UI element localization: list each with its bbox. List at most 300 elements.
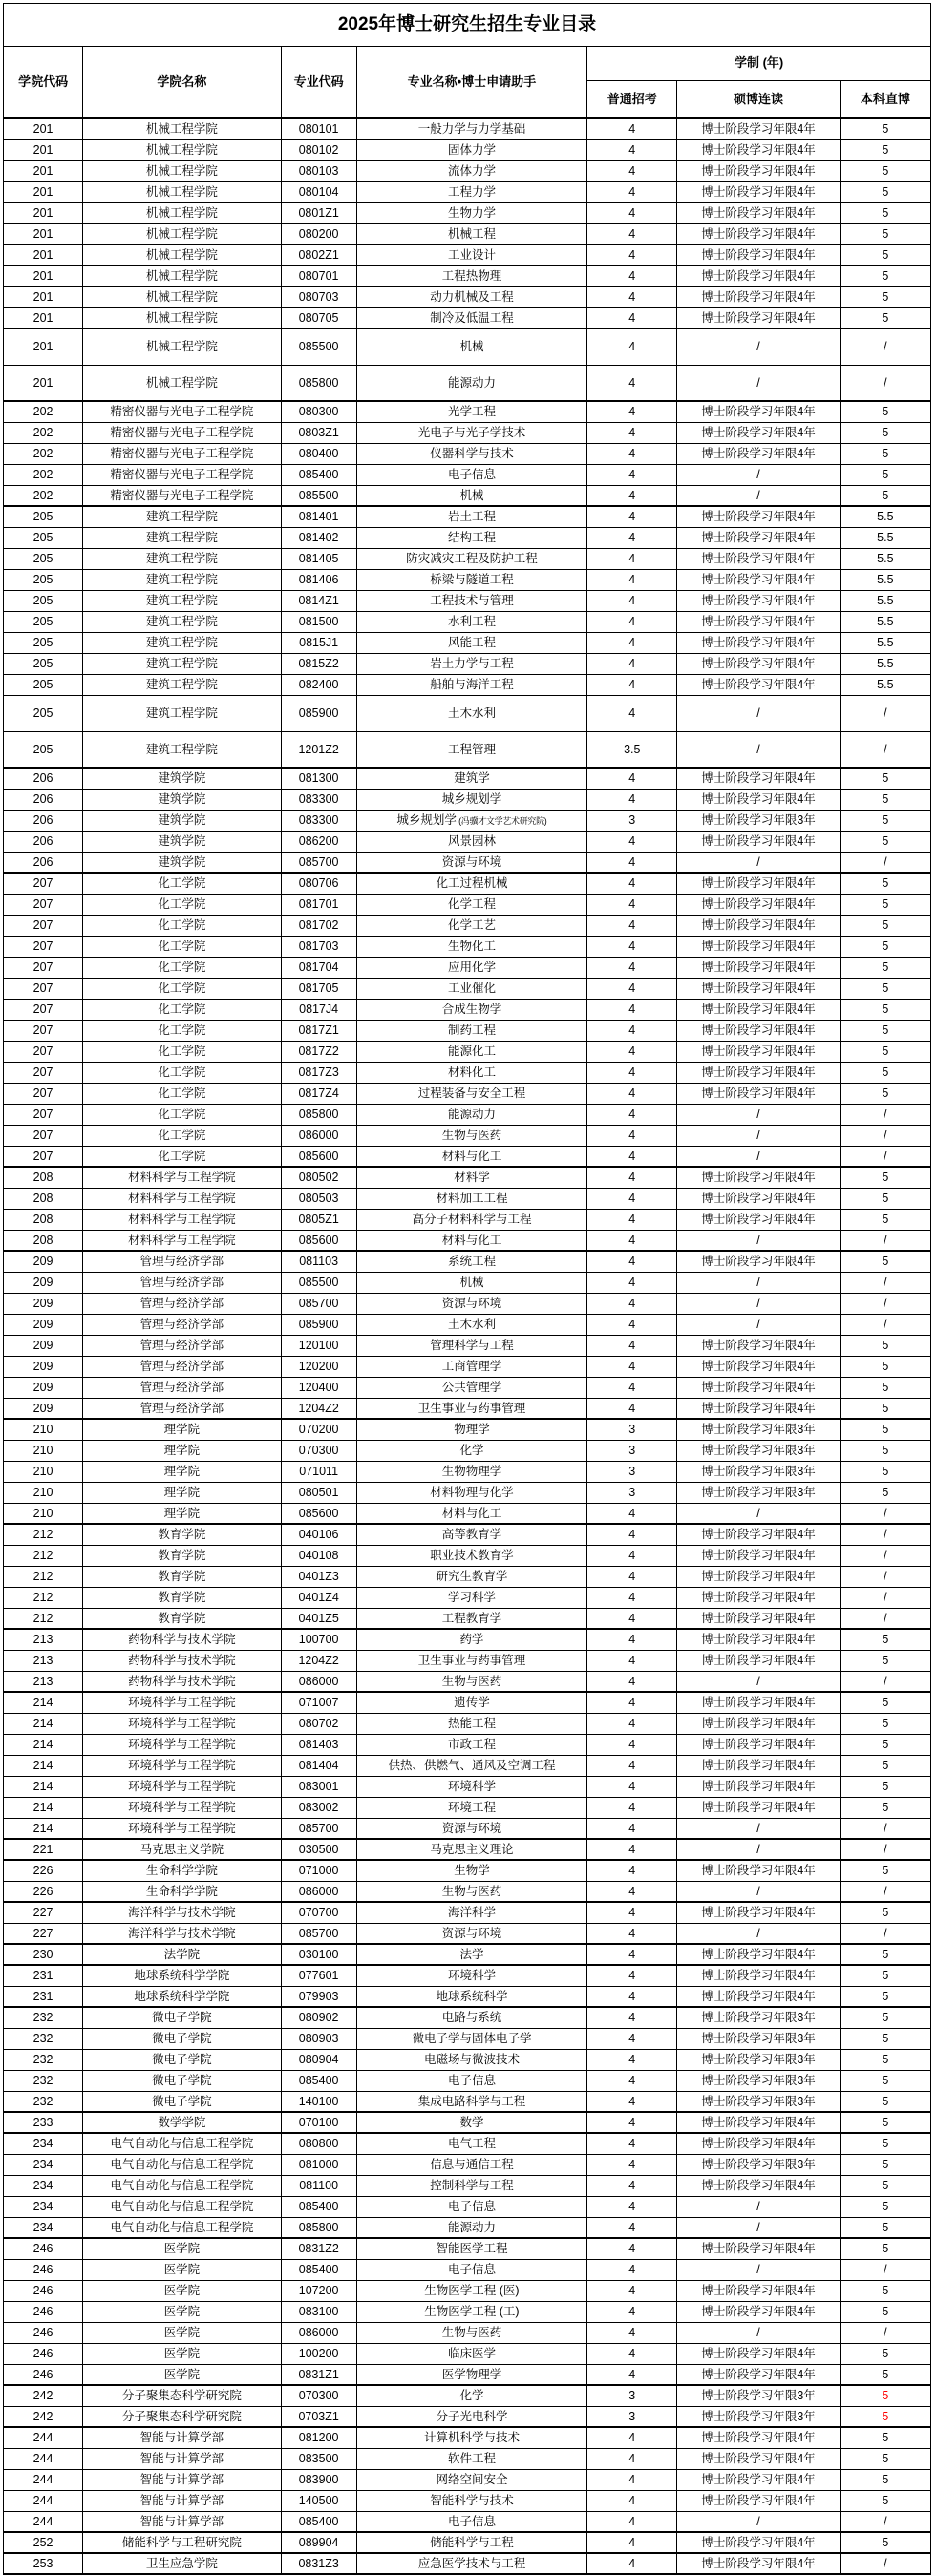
- college-name-cell: 管理与经济学部: [83, 1272, 281, 1293]
- undergrad-direct-cell: /: [840, 1566, 930, 1587]
- undergrad-direct-cell: 5: [840, 873, 930, 894]
- college-code-cell: 227: [4, 1902, 83, 1923]
- major-name-text: 材料与化工: [441, 1506, 502, 1520]
- table-row: [4, 999, 931, 1020]
- undergrad-direct-cell: 5: [840, 1251, 930, 1272]
- major-name-text: 结构工程: [447, 530, 496, 544]
- major-name-text: 化学工艺: [447, 918, 496, 932]
- table-row: [4, 2532, 931, 2553]
- regular-exam-cell: 4: [587, 1902, 677, 1923]
- masters-phd-cell: 博士阶段学习年限3年: [677, 1440, 840, 1461]
- major-code-cell: 085400: [281, 464, 356, 485]
- masters-phd-cell: 博士阶段学习年限4年: [677, 548, 840, 569]
- undergrad-direct-cell: 5: [840, 789, 930, 810]
- major-code-cell: 080502: [281, 1167, 356, 1188]
- college-name-cell: 化工学院: [83, 936, 281, 957]
- masters-phd-cell: 博士阶段学习年限4年: [677, 2427, 840, 2448]
- college-code-cell: 207: [4, 1062, 83, 1083]
- masters-phd-cell: 博士阶段学习年限4年: [677, 768, 840, 789]
- undergrad-direct-cell: 5: [840, 978, 930, 999]
- college-code-cell: 205: [4, 653, 83, 674]
- regular-exam-cell: 4: [587, 2196, 677, 2217]
- major-name-text: 化学工程: [447, 897, 496, 911]
- major-code-cell: 080102: [281, 139, 356, 160]
- major-name-cell: [356, 768, 586, 789]
- undergrad-direct-cell: 5: [840, 307, 930, 328]
- undergrad-direct-cell: 5: [840, 1335, 930, 1356]
- undergrad-direct-cell: /: [840, 328, 930, 365]
- table-row: [4, 1377, 931, 1398]
- table-row: [4, 1503, 931, 1524]
- undergrad-direct-cell: 5: [840, 2427, 930, 2448]
- masters-phd-cell: 博士阶段学习年限3年: [677, 810, 840, 831]
- major-code-cell: 085600: [281, 1503, 356, 1524]
- masters-phd-cell: 博士阶段学习年限4年: [677, 2469, 840, 2490]
- regular-exam-cell: 4: [587, 286, 677, 307]
- undergrad-direct-cell: 5.5: [840, 632, 930, 653]
- regular-exam-cell: 4: [587, 181, 677, 202]
- major-code-cell: 081705: [281, 978, 356, 999]
- table-row: [4, 2553, 931, 2574]
- col-header-college-name: 学院名称: [83, 47, 281, 119]
- regular-exam-cell: 4: [587, 2301, 677, 2322]
- regular-exam-cell: 4: [587, 978, 677, 999]
- undergrad-direct-cell: 5: [840, 422, 930, 443]
- undergrad-direct-cell: 5: [840, 464, 930, 485]
- regular-exam-cell: 4: [587, 1587, 677, 1608]
- regular-exam-cell: 4: [587, 1965, 677, 1986]
- masters-phd-cell: 博士阶段学习年限4年: [677, 2364, 840, 2385]
- regular-exam-cell: 4: [587, 2049, 677, 2070]
- college-name-cell: 医学院: [83, 2343, 281, 2364]
- undergrad-direct-cell: /: [840, 2553, 930, 2574]
- regular-exam-cell: 4: [587, 139, 677, 160]
- major-code-cell: 079903: [281, 1986, 356, 2007]
- major-code-cell: 081703: [281, 936, 356, 957]
- masters-phd-cell: 博士阶段学习年限4年: [677, 1083, 840, 1104]
- major-name-text: 过程装备与安全工程: [417, 1086, 526, 1100]
- major-code-cell: 081404: [281, 1755, 356, 1776]
- major-name-cell: [356, 2511, 586, 2532]
- table-row: [4, 2322, 931, 2343]
- regular-exam-cell: 4: [587, 789, 677, 810]
- major-name-cell: [356, 1986, 586, 2007]
- major-name-text: 电子信息: [447, 2262, 496, 2276]
- regular-exam-cell: 4: [587, 2091, 677, 2112]
- masters-phd-cell: /: [677, 2217, 840, 2238]
- masters-phd-cell: 博士阶段学习年限4年: [677, 2238, 840, 2259]
- regular-exam-cell: 4: [587, 2070, 677, 2091]
- major-name-cell: [356, 1818, 586, 1839]
- college-name-cell: 医学院: [83, 2322, 281, 2343]
- undergrad-direct-cell: 5: [840, 2469, 930, 2490]
- regular-exam-cell: 4: [587, 1671, 677, 1692]
- college-name-cell: 电气自动化与信息工程学院: [83, 2133, 281, 2154]
- major-name-cell: [356, 674, 586, 695]
- college-name-cell: 机械工程学院: [83, 265, 281, 286]
- masters-phd-cell: /: [677, 2196, 840, 2217]
- major-code-cell: 083300: [281, 789, 356, 810]
- college-code-cell: 201: [4, 181, 83, 202]
- college-code-cell: 208: [4, 1167, 83, 1188]
- major-name-cell: [356, 695, 586, 731]
- masters-phd-cell: 博士阶段学习年限4年: [677, 1713, 840, 1734]
- regular-exam-cell: 4: [587, 2364, 677, 2385]
- major-name-text: 动力机械及工程: [430, 289, 514, 304]
- college-code-cell: 246: [4, 2280, 83, 2301]
- major-code-cell: 085400: [281, 2070, 356, 2091]
- undergrad-direct-cell: /: [840, 2322, 930, 2343]
- major-name-text: 生物化工: [447, 939, 496, 953]
- major-name-text: 分子光电科学: [436, 2409, 508, 2423]
- college-name-cell: 理学院: [83, 1461, 281, 1482]
- regular-exam-cell: 4: [587, 2343, 677, 2364]
- college-name-cell: 化工学院: [83, 1083, 281, 1104]
- table-row: [4, 873, 931, 894]
- masters-phd-cell: /: [677, 1671, 840, 1692]
- regular-exam-cell: 3: [587, 1419, 677, 1440]
- major-name-cell: [356, 957, 586, 978]
- undergrad-direct-cell: 5: [840, 810, 930, 831]
- major-code-cell: 085800: [281, 2217, 356, 2238]
- masters-phd-cell: 博士阶段学习年限4年: [677, 1167, 840, 1188]
- major-name-text: 集成电路科学与工程: [417, 2094, 526, 2108]
- college-name-cell: 精密仪器与光电子工程学院: [83, 443, 281, 464]
- major-code-cell: 083900: [281, 2469, 356, 2490]
- regular-exam-cell: 4: [587, 1272, 677, 1293]
- regular-exam-cell: 4: [587, 2280, 677, 2301]
- regular-exam-cell: 4: [587, 2259, 677, 2280]
- major-name-text: 遗传学: [454, 1696, 490, 1710]
- major-name-text: 生物与医药: [441, 1128, 502, 1142]
- college-code-cell: 233: [4, 2112, 83, 2133]
- college-code-cell: 214: [4, 1713, 83, 1734]
- major-name-cell: [356, 1272, 586, 1293]
- major-name-text: 机械: [459, 339, 484, 353]
- masters-phd-cell: 博士阶段学习年限4年: [677, 1335, 840, 1356]
- table-row: [4, 401, 931, 422]
- major-name-text: 智能科学与技术: [430, 2493, 514, 2507]
- undergrad-direct-cell: /: [840, 1671, 930, 1692]
- masters-phd-cell: /: [677, 1230, 840, 1251]
- major-name-cell: [356, 2364, 586, 2385]
- major-name-cell: [356, 936, 586, 957]
- major-name-cell: [356, 506, 586, 527]
- major-code-cell: 0817Z2: [281, 1041, 356, 1062]
- masters-phd-cell: 博士阶段学习年限3年: [677, 2091, 840, 2112]
- major-code-cell: 080800: [281, 2133, 356, 2154]
- table-row: [4, 506, 931, 527]
- undergrad-direct-cell: 5: [840, 2280, 930, 2301]
- major-code-cell: 0831Z1: [281, 2364, 356, 2385]
- masters-phd-cell: 博士阶段学习年限4年: [677, 286, 840, 307]
- masters-phd-cell: /: [677, 1272, 840, 1293]
- major-name-text: 卫生事业与药事管理: [417, 1653, 526, 1667]
- college-name-cell: 建筑工程学院: [83, 527, 281, 548]
- table-row: [4, 2259, 931, 2280]
- masters-phd-cell: 博士阶段学习年限4年: [677, 674, 840, 695]
- major-name-cell: [356, 548, 586, 569]
- major-name-cell: [356, 181, 586, 202]
- major-code-cell: 085400: [281, 2259, 356, 2280]
- college-name-cell: 教育学院: [83, 1608, 281, 1629]
- college-name-cell: 机械工程学院: [83, 328, 281, 365]
- major-name-text: 桥梁与隧道工程: [430, 572, 514, 586]
- college-code-cell: 210: [4, 1419, 83, 1440]
- major-name-text: 生物物理学: [441, 1464, 502, 1478]
- major-name-cell: [356, 731, 586, 768]
- college-code-cell: 232: [4, 2028, 83, 2049]
- college-code-cell: 201: [4, 307, 83, 328]
- col-header-duration-group: 学制 (年): [587, 47, 931, 81]
- major-name-text: 微电子学与固体电子学: [412, 2031, 532, 2045]
- masters-phd-cell: 博士阶段学习年限4年: [677, 1692, 840, 1713]
- college-name-cell: 建筑工程学院: [83, 653, 281, 674]
- undergrad-direct-cell: 5: [840, 936, 930, 957]
- college-name-cell: 理学院: [83, 1482, 281, 1503]
- masters-phd-cell: /: [677, 2511, 840, 2532]
- college-name-cell: 化工学院: [83, 894, 281, 915]
- undergrad-direct-cell: /: [840, 1230, 930, 1251]
- major-name-cell: [356, 1104, 586, 1125]
- undergrad-direct-cell: 5.5: [840, 527, 930, 548]
- regular-exam-cell: 4: [587, 1986, 677, 2007]
- major-name-text: 风能工程: [447, 635, 496, 649]
- table-row: [4, 831, 931, 852]
- undergrad-direct-cell: /: [840, 2259, 930, 2280]
- major-name-text: 市政工程: [447, 1737, 496, 1751]
- major-name-text: 资源与环境: [441, 1296, 502, 1310]
- masters-phd-cell: 博士阶段学习年限4年: [677, 506, 840, 527]
- masters-phd-cell: /: [677, 485, 840, 506]
- masters-phd-cell: 博士阶段学习年限4年: [677, 118, 840, 139]
- major-name-text: 应用化学: [447, 960, 496, 974]
- college-name-cell: 建筑工程学院: [83, 611, 281, 632]
- major-code-cell: 040106: [281, 1524, 356, 1545]
- table-row: [4, 1923, 931, 1944]
- regular-exam-cell: 4: [587, 2469, 677, 2490]
- regular-exam-cell: 4: [587, 506, 677, 527]
- table-row: [4, 1608, 931, 1629]
- regular-exam-cell: 4: [587, 2112, 677, 2133]
- major-code-cell: 1201Z2: [281, 731, 356, 768]
- college-code-cell: 208: [4, 1188, 83, 1209]
- college-code-cell: 226: [4, 1860, 83, 1881]
- college-code-cell: 201: [4, 118, 83, 139]
- table-row: [4, 1860, 931, 1881]
- major-name-cell: [356, 1650, 586, 1671]
- regular-exam-cell: 4: [587, 695, 677, 731]
- major-name-text: 电路与系统: [441, 2011, 502, 2025]
- undergrad-direct-cell: 5: [840, 999, 930, 1020]
- masters-phd-cell: 博士阶段学习年限4年: [677, 265, 840, 286]
- major-name-cell: [356, 1251, 586, 1272]
- college-code-cell: 205: [4, 506, 83, 527]
- table-row: [4, 1293, 931, 1314]
- major-name-text: 地球系统科学: [436, 1989, 508, 2003]
- major-code-cell: 0802Z1: [281, 244, 356, 265]
- undergrad-direct-cell: /: [840, 1818, 930, 1839]
- major-name-text: 研究生教育学: [436, 1569, 508, 1583]
- masters-phd-cell: 博士阶段学习年限4年: [677, 202, 840, 223]
- regular-exam-cell: 4: [587, 2448, 677, 2469]
- table-row: [4, 2049, 931, 2070]
- major-code-cell: 0801Z1: [281, 202, 356, 223]
- college-code-cell: 232: [4, 2049, 83, 2070]
- major-name-text: 计算机科学与技术: [423, 2431, 520, 2445]
- major-name-cell: [356, 1755, 586, 1776]
- major-name-cell: [356, 1965, 586, 1986]
- college-code-cell: 214: [4, 1797, 83, 1818]
- major-code-cell: 080200: [281, 223, 356, 244]
- major-name-text: 材料物理与化学: [430, 1485, 514, 1499]
- major-name-text: 工程教育学: [441, 1611, 502, 1625]
- undergrad-direct-cell: 5: [840, 1734, 930, 1755]
- college-code-cell: 205: [4, 548, 83, 569]
- undergrad-direct-cell: /: [840, 731, 930, 768]
- regular-exam-cell: 4: [587, 1209, 677, 1230]
- major-name-text: 能源动力: [447, 375, 496, 390]
- undergrad-direct-cell: /: [840, 1125, 930, 1146]
- major-name-cell: [356, 1041, 586, 1062]
- major-name-text: 材料化工: [447, 1065, 496, 1079]
- major-name-cell: [356, 1083, 586, 1104]
- college-name-cell: 医学院: [83, 2301, 281, 2322]
- college-name-cell: 智能与计算学部: [83, 2427, 281, 2448]
- major-name-cell: [356, 401, 586, 422]
- college-name-cell: 马克思主义学院: [83, 1839, 281, 1860]
- regular-exam-cell: 4: [587, 1398, 677, 1419]
- major-code-cell: 081403: [281, 1734, 356, 1755]
- table-row: [4, 265, 931, 286]
- college-name-cell: 化工学院: [83, 915, 281, 936]
- col-header-undergrad-direct: 本科直博: [840, 81, 930, 119]
- college-name-cell: 分子聚集态科学研究院: [83, 2406, 281, 2427]
- table-row: [4, 1524, 931, 1545]
- major-name-text: 化学: [459, 2389, 484, 2403]
- major-code-cell: 070100: [281, 2112, 356, 2133]
- regular-exam-cell: 4: [587, 632, 677, 653]
- regular-exam-cell: 4: [587, 1839, 677, 1860]
- masters-phd-cell: 博士阶段学习年限4年: [677, 307, 840, 328]
- major-name-cell: [356, 2196, 586, 2217]
- major-name-text: 电子信息: [447, 2199, 496, 2213]
- table-row: [4, 1734, 931, 1755]
- college-name-cell: 药物科学与技术学院: [83, 1671, 281, 1692]
- major-code-cell: 080300: [281, 401, 356, 422]
- masters-phd-cell: /: [677, 1314, 840, 1335]
- major-name-cell: [356, 1839, 586, 1860]
- major-name-text: 管理科学与工程: [430, 1338, 514, 1352]
- masters-phd-cell: 博士阶段学习年限4年: [677, 1608, 840, 1629]
- major-name-cell: [356, 590, 586, 611]
- regular-exam-cell: 4: [587, 1923, 677, 1944]
- masters-phd-cell: 博士阶段学习年限4年: [677, 569, 840, 590]
- college-code-cell: 232: [4, 2007, 83, 2028]
- undergrad-direct-cell: 5: [840, 1902, 930, 1923]
- table-row: [4, 1398, 931, 1419]
- college-code-cell: 201: [4, 286, 83, 307]
- table-row: [4, 1104, 931, 1125]
- major-name-cell: [356, 1566, 586, 1587]
- major-name-text: 环境科学: [447, 1779, 496, 1793]
- regular-exam-cell: 4: [587, 527, 677, 548]
- regular-exam-cell: 4: [587, 2553, 677, 2574]
- college-code-cell: 209: [4, 1251, 83, 1272]
- college-code-cell: 207: [4, 894, 83, 915]
- masters-phd-cell: 博士阶段学习年限4年: [677, 1041, 840, 1062]
- undergrad-direct-cell: /: [840, 1545, 930, 1566]
- major-name-text: 材料加工工程: [436, 1191, 508, 1205]
- college-code-cell: 210: [4, 1482, 83, 1503]
- table-row: [4, 1314, 931, 1335]
- table-row: [4, 1083, 931, 1104]
- major-name-cell: [356, 1293, 586, 1314]
- masters-phd-cell: 博士阶段学习年限4年: [677, 1860, 840, 1881]
- major-code-cell: 085700: [281, 1923, 356, 1944]
- major-name-text: 医学物理学: [441, 2367, 502, 2381]
- undergrad-direct-cell: /: [840, 1104, 930, 1125]
- major-name-text: 土木水利: [447, 1317, 496, 1331]
- college-name-cell: 智能与计算学部: [83, 2469, 281, 2490]
- table-row: [4, 1965, 931, 1986]
- masters-phd-cell: /: [677, 328, 840, 365]
- table-row: [4, 768, 931, 789]
- college-name-cell: 微电子学院: [83, 2070, 281, 2091]
- major-name-text: 公共管理学: [441, 1380, 502, 1394]
- major-name-text: 防灾减灾工程及防护工程: [406, 551, 538, 565]
- regular-exam-cell: 4: [587, 2238, 677, 2259]
- major-name-text: 法学: [459, 1947, 484, 1961]
- major-name-text: 材料与化工: [441, 1233, 502, 1247]
- college-name-cell: 精密仪器与光电子工程学院: [83, 401, 281, 422]
- college-name-cell: 管理与经济学部: [83, 1251, 281, 1272]
- major-name-cell: [356, 831, 586, 852]
- major-name-text: 环境科学: [447, 1969, 496, 1983]
- masters-phd-cell: 博士阶段学习年限4年: [677, 999, 840, 1020]
- major-code-cell: 0815Z2: [281, 653, 356, 674]
- major-name-cell: [356, 2007, 586, 2028]
- table-row: [4, 1419, 931, 1440]
- college-code-cell: 212: [4, 1587, 83, 1608]
- undergrad-direct-cell: 5: [840, 1965, 930, 1986]
- table-row: [4, 1482, 931, 1503]
- masters-phd-cell: 博士阶段学习年限3年: [677, 1419, 840, 1440]
- college-name-cell: 教育学院: [83, 1524, 281, 1545]
- major-name-cell: [356, 999, 586, 1020]
- major-name-text: 软件工程: [447, 2451, 496, 2465]
- masters-phd-cell: 博士阶段学习年限4年: [677, 2133, 840, 2154]
- undergrad-direct-cell: 5: [840, 1944, 930, 1965]
- masters-phd-cell: 博士阶段学习年限4年: [677, 139, 840, 160]
- undergrad-direct-cell: /: [840, 2511, 930, 2532]
- major-name-cell: [356, 2175, 586, 2196]
- regular-exam-cell: 4: [587, 1041, 677, 1062]
- masters-phd-cell: 博士阶段学习年限4年: [677, 1650, 840, 1671]
- college-name-cell: 机械工程学院: [83, 244, 281, 265]
- college-name-cell: 理学院: [83, 1503, 281, 1524]
- college-code-cell: 213: [4, 1650, 83, 1671]
- table-row: [4, 1986, 931, 2007]
- masters-phd-cell: 博士阶段学习年限4年: [677, 1398, 840, 1419]
- masters-phd-cell: /: [677, 1839, 840, 1860]
- major-name-text: 城乡规划学: [441, 792, 502, 806]
- major-name-cell: [356, 1209, 586, 1230]
- major-name-cell: [356, 1377, 586, 1398]
- masters-phd-cell: 博士阶段学习年限4年: [677, 223, 840, 244]
- masters-phd-cell: 博士阶段学习年限3年: [677, 2007, 840, 2028]
- regular-exam-cell: 4: [587, 957, 677, 978]
